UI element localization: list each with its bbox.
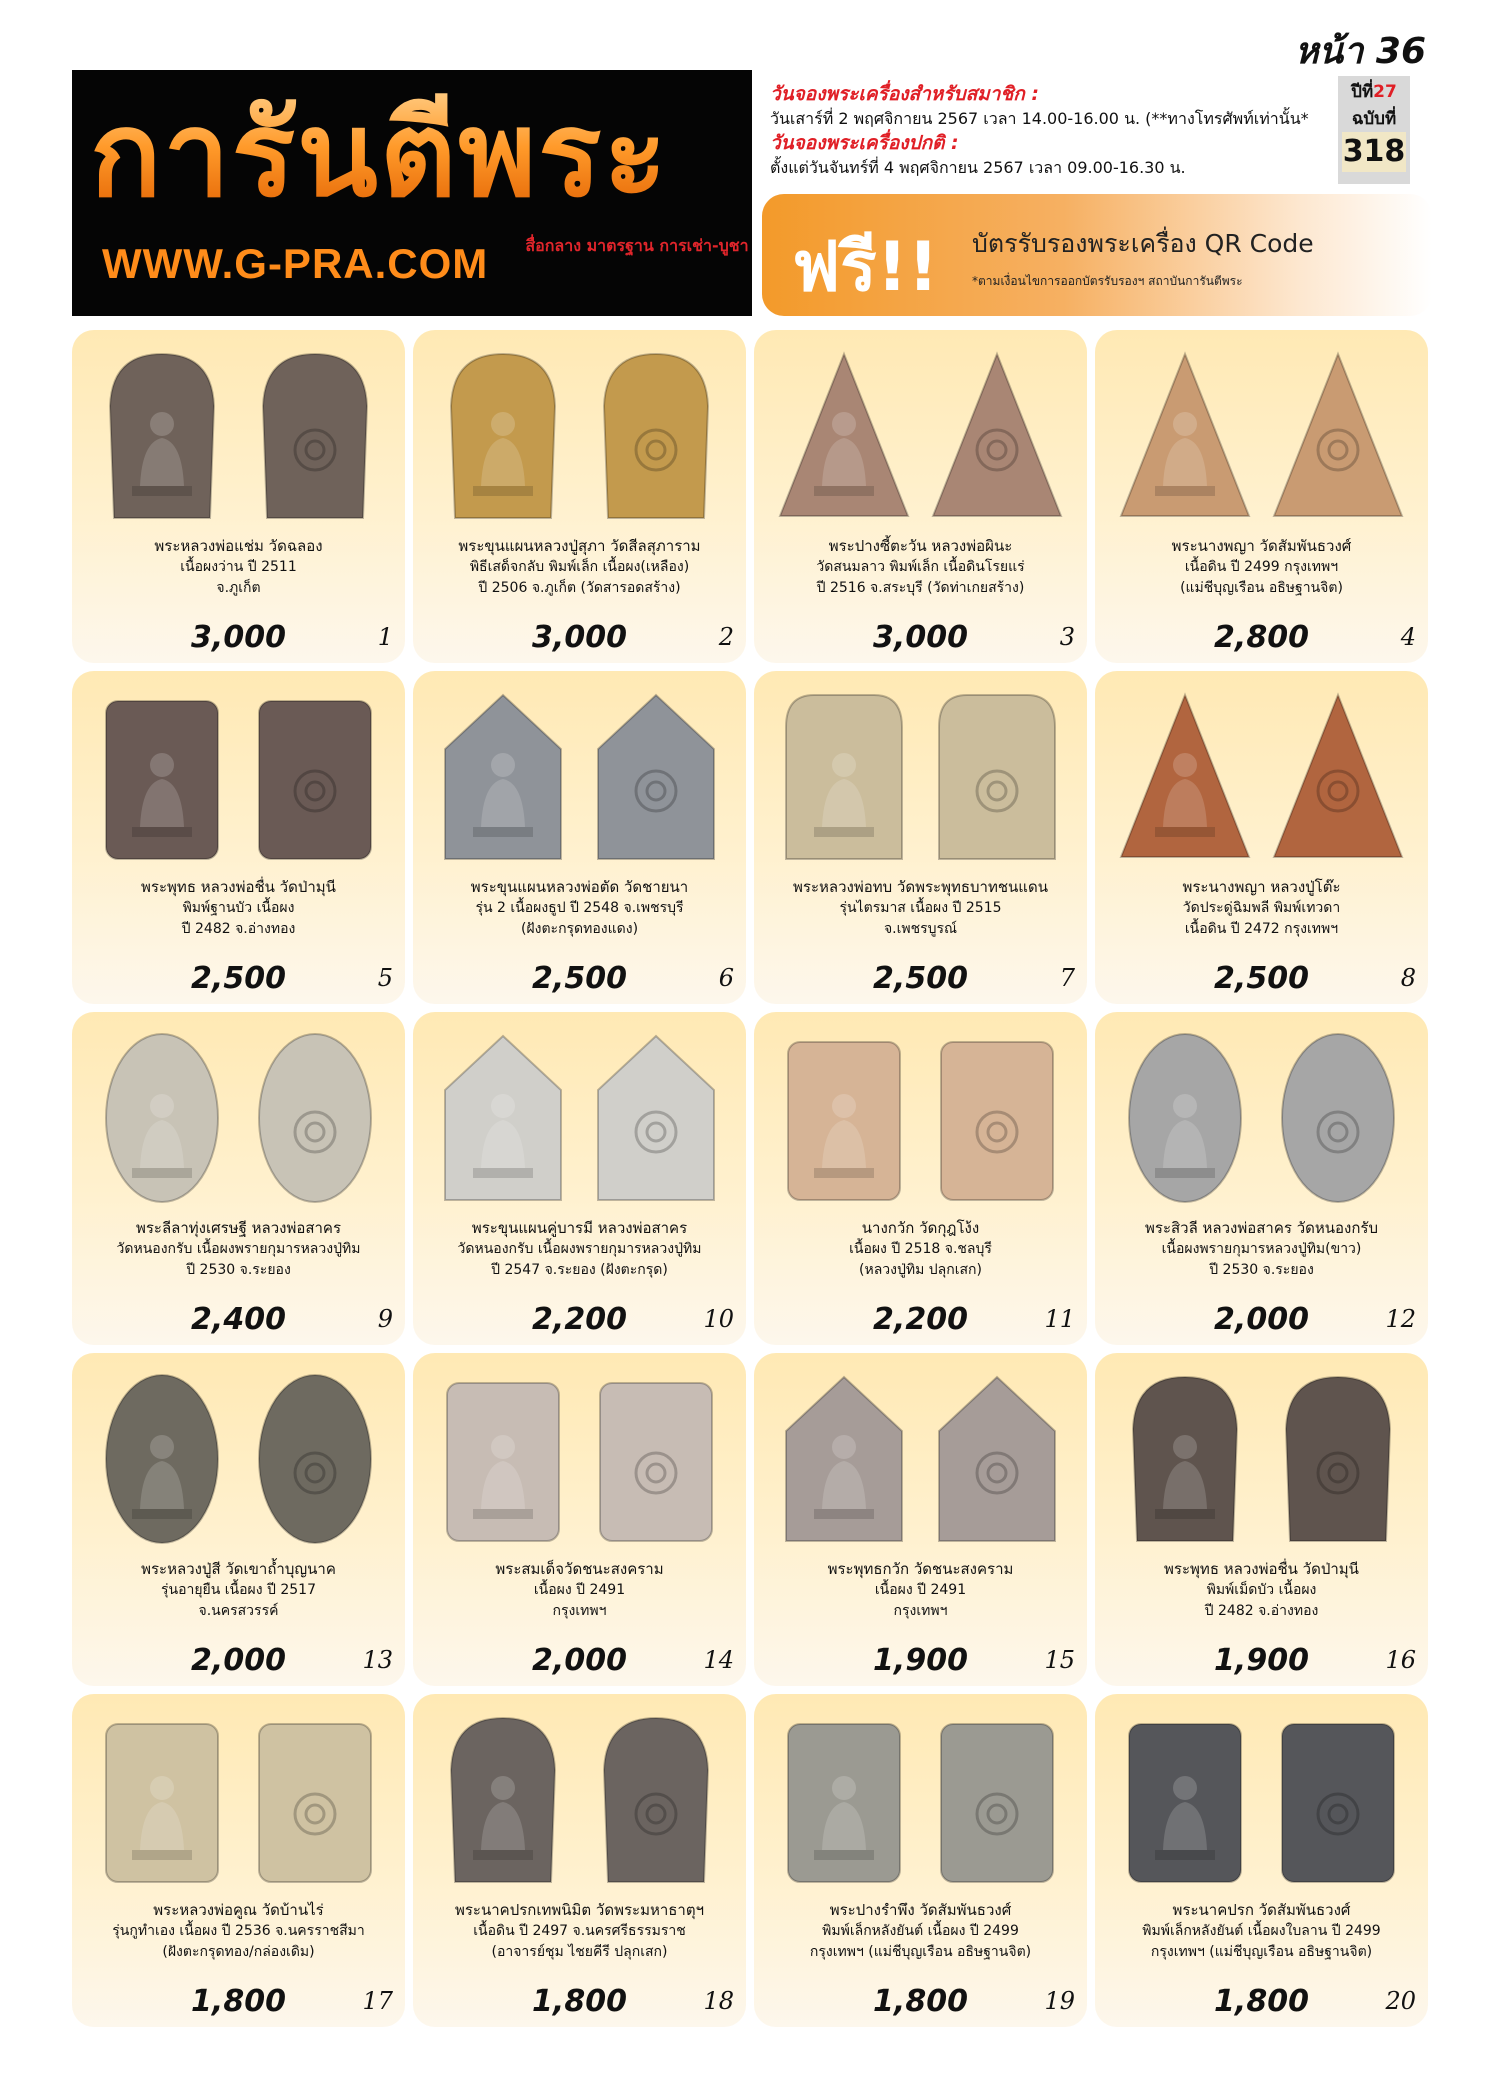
amulet-price: 2,000 [532,1643,627,1678]
amulet-back-photo [586,1028,726,1206]
item-number: 3 [1059,623,1075,651]
amulet-back-photo [1268,1028,1408,1206]
amulet-back-photo [245,687,385,865]
amulet-name: พระปางรำพึง วัดสัมพันธวงศ์ [829,1901,1012,1919]
amulet-back-photo [1268,1369,1408,1547]
issue-label: ฉบับที่ [1351,109,1397,129]
free-banner-title: บัตรรับรองพระเครื่อง QR Code [972,229,1314,258]
amulet-name: พระสิวลี หลวงพ่อสาคร วัดหนองกรับ [1145,1219,1378,1237]
amulet-front-photo [433,1028,573,1206]
item-number: 1 [377,623,393,651]
amulet-name: พระปางซี้ตะวัน หลวงพ่อผินะ [828,537,1013,555]
amulet-front-photo [774,1028,914,1206]
amulet-photos [1115,1026,1408,1206]
amulet-name: พระนางพญา วัดสัมพันธวงศ์ [1171,537,1352,555]
amulet-detail-line: วัดประดู่ฉิมพลี พิมพ์เทวดา [1182,900,1341,916]
amulet-name: พระหลวงปู่สี วัดเขาถ้ำบุญนาค [141,1560,336,1578]
amulet-detail-line: เนื้อผง ปี 2518 จ.ชลบุรี [849,1241,992,1257]
amulet-card[interactable] [1095,671,1428,1004]
amulet-price: 2,500 [873,961,968,996]
amulet-photos [774,1367,1067,1547]
amulet-back-photo [927,687,1067,865]
item-number: 14 [703,1646,734,1674]
item-number: 15 [1044,1646,1075,1674]
amulet-back-photo [245,1369,385,1547]
member-booking-text: วันเสาร์ที่ 2 พฤศจิกายน 2567 เวลา 14.00-16.00 น. (**ทางโทรศัพท์เท่านั้น* [770,109,1309,128]
amulet-detail-line: วัดสนมลาว พิมพ์เล็ก เนื้อดินโรยแร่ [816,559,1025,575]
amulet-detail-line: รุ่น 2 เนื้อผงธูป ปี 2548 จ.เพชรบุรี [475,900,684,916]
amulet-detail-line: ปี 2516 จ.สระบุรี (วัดท่าเกยสร้าง) [816,580,1025,596]
amulet-front-photo [92,346,232,524]
amulet-name: พระหลวงพ่อแช่ม วัดฉลอง [154,537,323,555]
amulet-detail-line: กรุงเทพฯ [552,1603,607,1619]
amulet-photos [92,1367,385,1547]
amulet-description [1101,1218,1422,1281]
amulet-detail-line: เนื้อดิน ปี 2499 กรุงเทพฯ [1184,559,1339,575]
amulet-photos [1115,344,1408,524]
amulet-detail-line: รุ่นกูทำเอง เนื้อผง ปี 2536 จ.นครราชสีมา [112,1923,365,1939]
amulet-card[interactable] [72,330,405,663]
amulet-photos [1115,1367,1408,1547]
amulet-price: 2,200 [873,1302,968,1337]
amulet-name: พระลีลาทุ่งเศรษฐี หลวงพ่อสาคร [135,1219,342,1237]
amulet-detail-line: จ.นครสวรรค์ [198,1603,279,1619]
amulet-back-photo [245,1028,385,1206]
item-number: 2 [718,623,734,651]
amulet-card[interactable] [72,1694,405,2027]
amulet-name: พระนางพญา หลวงปู่โต๊ะ [1182,878,1341,896]
item-number: 4 [1400,623,1416,651]
amulet-price: 2,400 [191,1302,286,1337]
amulet-description [1101,536,1422,599]
issue-year: ปีที่27 [1351,82,1397,102]
amulet-card[interactable] [754,1012,1087,1345]
amulet-photos [433,685,726,865]
amulet-detail-line: ปี 2506 จ.ภูเก็ต (วัดสารอดสร้าง) [478,580,681,596]
amulet-detail-line: รุ่นอายุยืน เนื้อผง ปี 2517 [160,1582,316,1598]
amulet-detail-line: เนื้อผง ปี 2491 [533,1582,626,1598]
amulet-detail-line: เนื้อผงพรายกุมารหลวงปู่ทิม(ขาว) [1161,1241,1362,1257]
amulet-card[interactable] [72,1012,405,1345]
amulet-price: 1,900 [873,1643,968,1678]
amulet-price: 2,500 [1214,961,1309,996]
amulet-front-photo [1115,346,1255,524]
amulet-detail-line: จ.ภูเก็ต [216,580,261,596]
amulet-detail-line: กรุงเทพฯ (แม่ชีบุญเรือน อธิษฐานจิต) [1150,1944,1373,1960]
amulet-description [760,536,1081,599]
amulet-front-photo [433,1369,573,1547]
item-number: 13 [362,1646,393,1674]
amulet-photos [433,1026,726,1206]
amulet-name: นางกวัก วัดกุฎโง้ง [861,1219,980,1237]
free-qr-banner [762,194,1432,316]
amulet-name: พระขุนแผนคู่บารมี หลวงพ่อสาคร [471,1219,688,1237]
amulet-name: พระนาคปรก วัดสัมพันธวงศ์ [1172,1901,1351,1919]
amulet-detail-line: เนื้อผง ปี 2491 [874,1582,967,1598]
amulet-photos [1115,685,1408,865]
amulet-name: พระหลวงพ่อทบ วัดพระพุทธบาทชนแดน [793,878,1048,896]
amulet-photos [774,344,1067,524]
amulet-name: พระนาคปรกเทพนิมิต วัดพระมหาธาตุฯ [454,1901,705,1919]
amulet-detail-line: เนื้อดิน ปี 2472 กรุงเทพฯ [1184,921,1339,937]
amulet-front-photo [92,1710,232,1888]
amulet-name: พระสมเด็จวัดชนะสงคราม [495,1560,664,1578]
regular-booking-text: ตั้งแต่วันจันทร์ที่ 4 พฤศจิกายน 2567 เวลา 09.00-16.30 น. [770,158,1186,177]
amulet-grid [72,330,1428,2030]
amulet-card[interactable] [413,671,746,1004]
item-number: 20 [1385,1987,1416,2015]
amulet-description [419,877,740,940]
amulet-front-photo [774,346,914,524]
amulet-card[interactable] [1095,330,1428,663]
amulet-photos [92,685,385,865]
amulet-name: พระหลวงพ่อคูณ วัดบ้านไร่ [153,1901,324,1919]
amulet-back-photo [586,1369,726,1547]
amulet-description [419,1900,740,1963]
issue-badge [1338,76,1410,184]
item-number: 12 [1385,1305,1416,1333]
amulet-description [760,1218,1081,1281]
issue-number: 318 [1342,132,1406,172]
amulet-detail-line: เนื้อดิน ปี 2497 จ.นครศรีธรรมราช [473,1923,686,1939]
item-number: 11 [1044,1305,1075,1333]
item-number: 6 [718,964,734,992]
amulet-card[interactable] [72,1353,405,1686]
amulet-detail-line: จ.เพชรบูรณ์ [883,921,958,937]
amulet-price: 1,900 [1214,1643,1309,1678]
amulet-detail-line: ปี 2530 จ.ระยอง [186,1262,291,1278]
amulet-photos [92,1026,385,1206]
amulet-card[interactable] [72,671,405,1004]
amulet-card[interactable] [754,671,1087,1004]
amulet-description [78,536,399,599]
amulet-front-photo [774,687,914,865]
amulet-description [760,1900,1081,1963]
amulet-detail-line: ปี 2547 จ.ระยอง (ฝังตะกรุด) [491,1262,668,1278]
brand-logo [72,70,752,316]
amulet-back-photo [927,1369,1067,1547]
amulet-description [1101,1900,1422,1963]
amulet-front-photo [1115,687,1255,865]
amulet-card[interactable] [413,1353,746,1686]
item-number: 18 [703,1987,734,2015]
amulet-price: 2,200 [532,1302,627,1337]
amulet-card[interactable] [413,1694,746,2027]
amulet-detail-line: พิธีเสด็จกลับ พิมพ์เล็ก เนื้อผง(เหลือง) [469,559,690,575]
amulet-detail-line: เนื้อผงว่าน ปี 2511 [180,559,297,575]
amulet-front-photo [433,346,573,524]
amulet-detail-line: (แม่ชีบุญเรือน อธิษฐานจิต) [1180,580,1343,596]
amulet-description [1101,1559,1422,1622]
amulet-detail-line: (ฝังตะกรุดทอง/กล่องเดิม) [162,1944,315,1960]
amulet-description [419,1559,740,1622]
amulet-card[interactable] [1095,1012,1428,1345]
amulet-description [78,877,399,940]
amulet-back-photo [245,1710,385,1888]
brand-url[interactable]: WWW.G-PRA.COM [102,240,489,287]
free-word: ฟรี!! [792,228,939,307]
amulet-description [78,1559,399,1622]
amulet-front-photo [1115,1028,1255,1206]
amulet-detail-line: วัดหนองกรับ เนื้อผงพรายกุมารหลวงปู่ทิม [457,1241,702,1257]
amulet-detail-line: ปี 2482 จ.อ่างทอง [181,921,296,937]
page-number: หน้า 36 [1294,31,1426,72]
amulet-back-photo [586,687,726,865]
amulet-price: 2,500 [532,961,627,996]
amulet-detail-line: (อาจารย์ชุม ไชยคีรี ปลุกเสก) [491,1944,668,1960]
amulet-back-photo [245,346,385,524]
amulet-front-photo [433,1710,573,1888]
amulet-detail-line: ปี 2482 จ.อ่างทอง [1204,1603,1319,1619]
amulet-back-photo [927,346,1067,524]
amulet-photos [1115,1708,1408,1888]
amulet-description [419,536,740,599]
amulet-price: 2,000 [1214,1302,1309,1337]
amulet-back-photo [1268,346,1408,524]
amulet-detail-line: พิมพ์เม็ดบัว เนื้อผง [1206,1582,1317,1598]
amulet-front-photo [92,1028,232,1206]
amulet-front-photo [1115,1369,1255,1547]
amulet-card[interactable] [754,330,1087,663]
amulet-card[interactable] [413,1012,746,1345]
amulet-photos [774,1708,1067,1888]
amulet-back-photo [586,1710,726,1888]
item-number: 10 [703,1305,734,1333]
member-booking-heading: วันจองพระเครื่องสำหรับสมาชิก : [770,83,1039,105]
amulet-description [1101,877,1422,940]
amulet-photos [92,1708,385,1888]
amulet-front-photo [433,687,573,865]
amulet-photos [92,344,385,524]
amulet-detail-line: ปี 2530 จ.ระยอง [1209,1262,1314,1278]
amulet-back-photo [927,1710,1067,1888]
amulet-photos [774,685,1067,865]
amulet-description [78,1900,399,1963]
amulet-back-photo [927,1028,1067,1206]
amulet-card[interactable] [754,1353,1087,1686]
amulet-price: 1,800 [1214,1984,1309,2019]
amulet-photos [433,344,726,524]
amulet-price: 3,000 [191,620,286,655]
item-number: 9 [377,1305,393,1333]
amulet-photos [433,1367,726,1547]
item-number: 5 [377,964,393,992]
item-number: 7 [1059,964,1075,992]
amulet-photos [433,1708,726,1888]
amulet-detail-line: พิมพ์ฐานบัว เนื้อผง [182,900,295,916]
amulet-detail-line: รุ่นไตรมาส เนื้อผง ปี 2515 [839,900,1002,916]
booking-info [770,82,1370,180]
amulet-price: 3,000 [532,620,627,655]
amulet-description [760,877,1081,940]
amulet-detail-line: พิมพ์เล็กหลังยันต์ เนื้อผงใบลาน ปี 2499 [1142,1923,1381,1939]
amulet-front-photo [774,1369,914,1547]
amulet-price: 2,000 [191,1643,286,1678]
amulet-price: 2,800 [1214,620,1309,655]
amulet-detail-line: (หลวงปู่ทิม ปลุกเสก) [859,1262,982,1278]
brand-name: การันตีพระ [90,85,669,223]
amulet-back-photo [1268,1710,1408,1888]
amulet-card[interactable] [413,330,746,663]
amulet-card[interactable] [754,1694,1087,2027]
amulet-name: พระพุทธ หลวงพ่อชื่น วัดป่ามุนี [1164,1560,1359,1578]
amulet-photos [774,1026,1067,1206]
free-banner-note: *ตามเงื่อนไขการออกบัตรรับรองฯ สถาบันการันตีพระ [972,274,1243,288]
amulet-description [760,1559,1081,1622]
amulet-name: พระขุนแผนหลวงปู่สุภา วัดสีลสุภาราม [458,537,701,555]
item-number: 16 [1385,1646,1416,1674]
amulet-back-photo [1268,687,1408,865]
amulet-front-photo [92,687,232,865]
amulet-price: 1,800 [532,1984,627,2019]
item-number: 8 [1400,964,1416,992]
amulet-front-photo [92,1369,232,1547]
amulet-name: พระขุนแผนหลวงพ่อตัด วัดชายนา [470,878,689,896]
amulet-price: 1,800 [873,1984,968,2019]
amulet-price: 1,800 [191,1984,286,2019]
amulet-front-photo [774,1710,914,1888]
amulet-name: พระพุทธ หลวงพ่อชื่น วัดป่ามุนี [141,878,336,896]
amulet-detail-line: กรุงเทพฯ (แม่ชีบุญเรือน อธิษฐานจิต) [809,1944,1032,1960]
amulet-front-photo [1115,1710,1255,1888]
amulet-detail-line: (ฝังตะกรุดทองแดง) [520,921,639,937]
amulet-detail-line: พิมพ์เล็กหลังยันต์ เนื้อผง ปี 2499 [822,1923,1019,1939]
amulet-price: 3,000 [873,620,968,655]
regular-booking-heading: วันจองพระเครื่องปกติ : [770,132,959,154]
brand-slogan: สื่อกลาง มาตรฐาน การเช่า-บูชา [525,236,749,255]
amulet-name: พระพุทธกวัก วัดชนะสงคราม [827,1560,1014,1578]
amulet-price: 2,500 [191,961,286,996]
amulet-detail-line: กรุงเทพฯ [893,1603,948,1619]
amulet-card[interactable] [1095,1694,1428,2027]
item-number: 19 [1044,1987,1075,2015]
amulet-description [78,1218,399,1281]
amulet-card[interactable] [1095,1353,1428,1686]
amulet-description [419,1218,740,1281]
item-number: 17 [362,1987,393,2015]
amulet-detail-line: วัดหนองกรับ เนื้อผงพรายกุมารหลวงปู่ทิม [116,1241,361,1257]
amulet-back-photo [586,346,726,524]
